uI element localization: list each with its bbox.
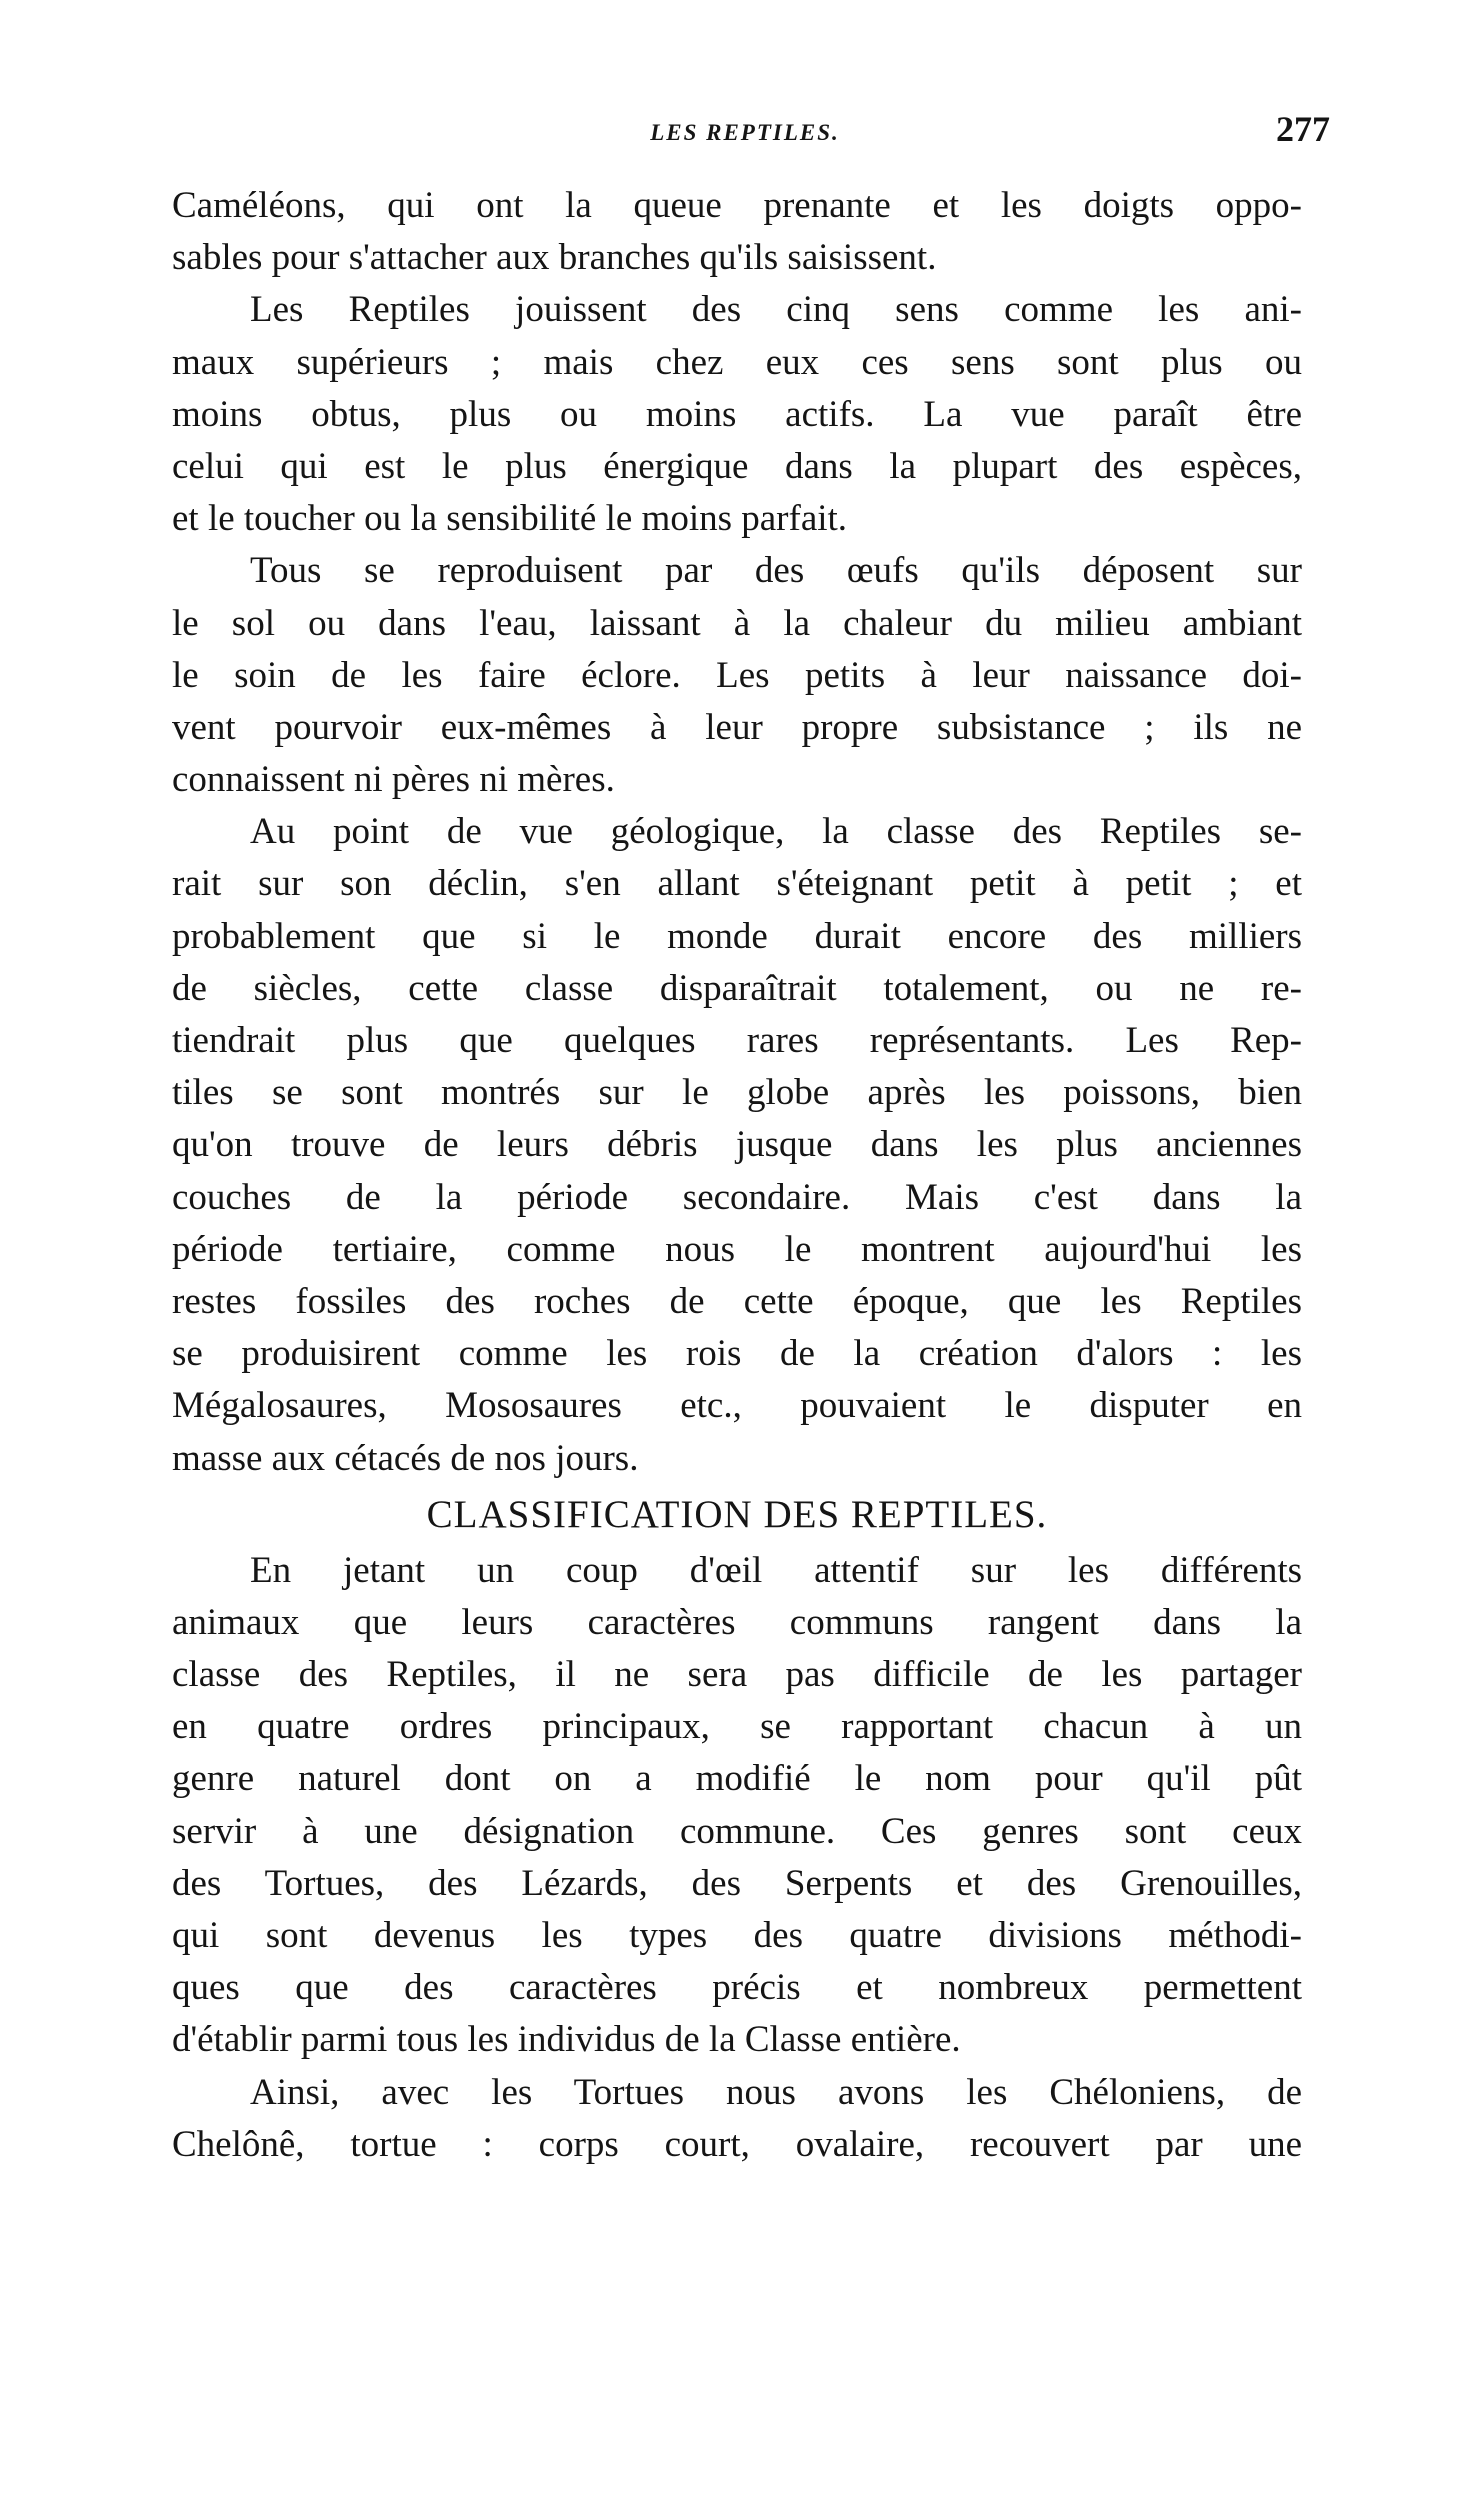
text-line: classe des Reptiles, il ne sera pas difficile de les partager: [172, 1654, 1302, 1696]
text-line: servir à une désignation commune. Ces genres sont ceux: [172, 1810, 1302, 1852]
text-line: Ainsi, avec les Tortues nous avons les Chéloniens, de: [250, 2071, 1302, 2113]
text-line: des Tortues, des Lézards, des Serpents et des Grenouilles,: [172, 1862, 1302, 1904]
text-line: Mégalosaures, Mososaures etc., pouvaient le disputer en: [172, 1385, 1302, 1427]
text-line: période tertiaire, comme nous le montrent aujourd'hui les: [172, 1228, 1302, 1270]
text-line: probablement que si le monde durait encore des milliers: [172, 915, 1302, 957]
text-line: Tous se reproduisent par des œufs qu'ils déposent sur: [250, 550, 1302, 592]
text-line: tiendrait plus que quelques rares représentants. Les Rep-: [172, 1020, 1302, 1061]
text-line: Chelônê, tortue : corps court, ovalaire, recouvert par une: [172, 2123, 1302, 2165]
text-line: d'établir parmi tous les individus de la Classe entière.: [172, 2019, 961, 2061]
body-text: [172, 180, 1302, 2171]
text-line: et le toucher ou la sensibilité le moins parfait.: [172, 498, 848, 540]
text-line: rait sur son déclin, s'en allant s'éteignant petit à petit ; et: [172, 863, 1302, 905]
running-head: [160, 108, 1330, 158]
running-title: LES REPTILES.: [650, 120, 840, 145]
text-line: sables pour s'attacher aux branches qu'ils saisissent.: [172, 237, 937, 279]
text-line: En jetant un coup d'œil attentif sur les différents: [250, 1549, 1302, 1591]
text-line: Caméléons, qui ont la queue prenante et les doigts oppo-: [172, 185, 1302, 226]
text-line: qui sont devenus les types des quatre divisions méthodi-: [172, 1915, 1302, 1956]
text-line: restes fossiles des roches de cette époque, que les Reptiles: [172, 1280, 1302, 1322]
text-line: le sol ou dans l'eau, laissant à la chaleur du milieu ambiant: [172, 602, 1302, 644]
text-line: de siècles, cette classe disparaîtrait totalement, ou ne re-: [172, 967, 1302, 1009]
page-number: 277: [1276, 109, 1330, 149]
text-line: ques que des caractères précis et nombreux permettent: [172, 1967, 1302, 2009]
text-line: genre naturel dont on a modifié le nom pour qu'il pût: [172, 1758, 1302, 1800]
text-line: Les Reptiles jouissent des cinq sens comme les ani-: [250, 289, 1302, 331]
text-line: maux supérieurs ; mais chez eux ces sens sont plus ou: [172, 341, 1302, 383]
section-heading: CLASSIFICATION DES REPTILES.: [426, 1492, 1048, 1536]
text-line: moins obtus, plus ou moins actifs. La vue paraît être: [172, 393, 1302, 435]
text-line: connaissent ni pères ni mères.: [172, 759, 615, 801]
text-line: le soin de les faire éclore. Les petits à leur naissance doi-: [172, 654, 1302, 696]
text-line: masse aux cétacés de nos jours.: [172, 1437, 639, 1479]
text-line: Au point de vue géologique, la classe des Reptiles se-: [250, 811, 1302, 853]
text-line: tiles se sont montrés sur le globe après les poissons, bien: [172, 1072, 1302, 1114]
text-line: vent pourvoir eux-mêmes à leur propre subsistance ; ils ne: [172, 706, 1302, 748]
text-line: se produisirent comme les rois de la création d'alors : les: [172, 1333, 1302, 1375]
text-line: celui qui est le plus énergique dans la plupart des espèces,: [172, 445, 1302, 487]
text-line: animaux que leurs caractères communs rangent dans la: [172, 1601, 1302, 1643]
text-line: en quatre ordres principaux, se rapportant chacun à un: [172, 1706, 1302, 1748]
text-line: qu'on trouve de leurs débris jusque dans les plus anciennes: [172, 1124, 1302, 1166]
text-line: couches de la période secondaire. Mais c'est dans la: [172, 1176, 1302, 1218]
